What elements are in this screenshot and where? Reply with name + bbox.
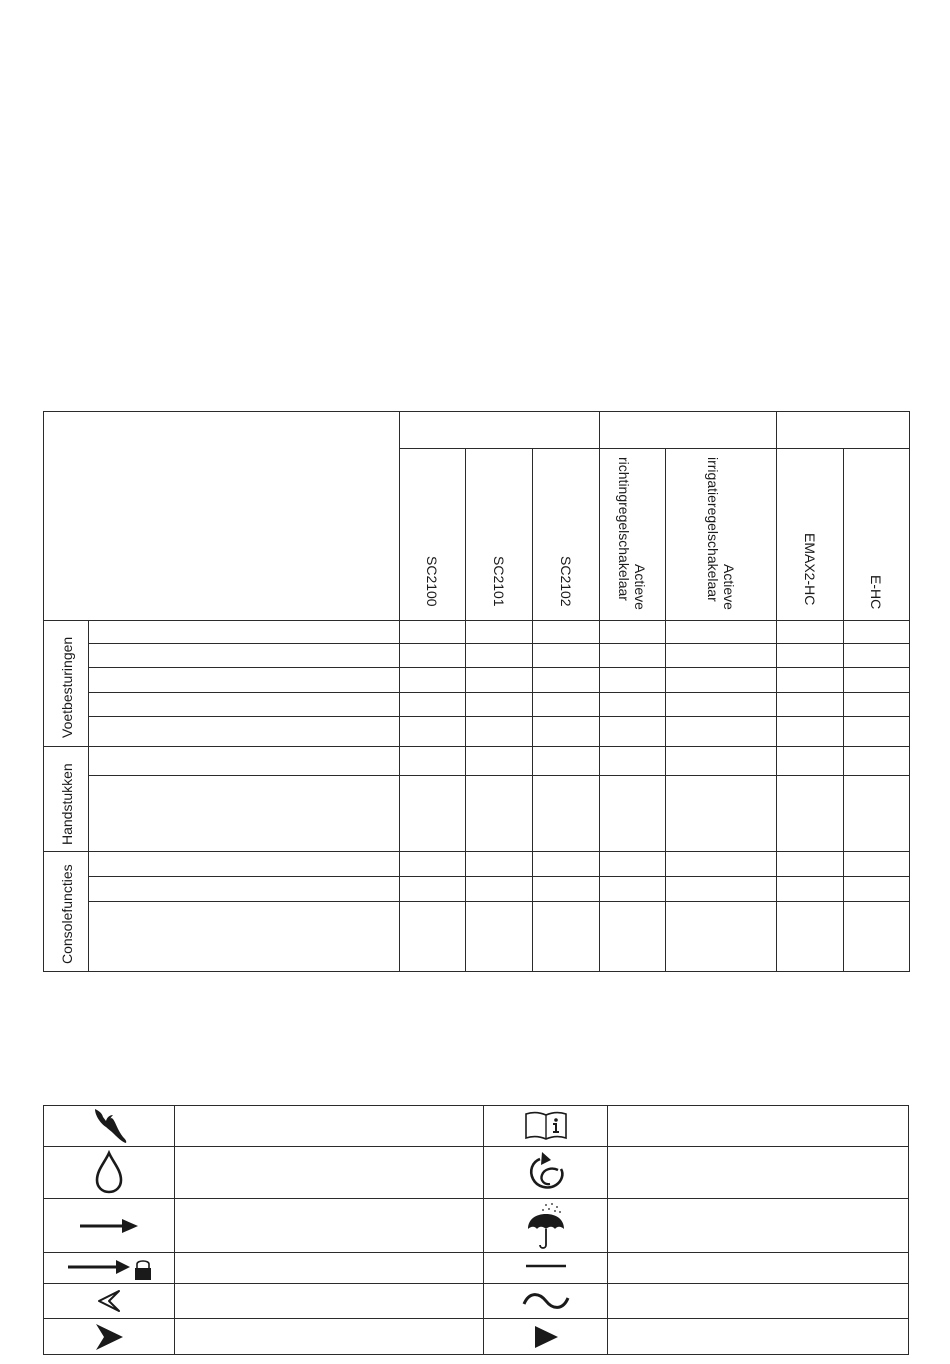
- solid-arrowhead-right-icon: [44, 1319, 174, 1354]
- column-header-sc2101: SC2101: [491, 556, 507, 607]
- row-line: [88, 716, 910, 717]
- bird-icon: [44, 1106, 174, 1146]
- col-line: [465, 448, 466, 972]
- group-line: [43, 851, 910, 852]
- row-line: [88, 775, 910, 776]
- table-border-top: [43, 411, 910, 412]
- column-header-sc2102: SC2102: [558, 556, 574, 607]
- row-group-consolefuncties: Consolefuncties: [59, 864, 75, 964]
- column-header-sc2100: SC2100: [424, 556, 440, 607]
- col-line: [843, 448, 844, 972]
- dc-line-icon: [484, 1253, 607, 1283]
- row-line: [88, 692, 910, 693]
- ac-wave-icon: [484, 1284, 607, 1318]
- sym-border-bottom: [43, 1354, 909, 1355]
- open-arrowhead-left-icon: [44, 1284, 174, 1318]
- group-col-line: [88, 620, 89, 972]
- row-line: [88, 643, 910, 644]
- col-line: [532, 448, 533, 972]
- column-header-actieve-irrigatieregelschakelaar: Actieve irrigatieregelschakelaar: [705, 457, 737, 610]
- row-group-handstukken: Handstukken: [59, 763, 75, 845]
- long-arrow-icon: [44, 1199, 174, 1252]
- arrow-lock-icon: [44, 1253, 174, 1283]
- row-line: [88, 876, 910, 877]
- column-header-emax2-hc: EMAX2-HC: [802, 533, 818, 606]
- water-drop-icon: [44, 1147, 174, 1198]
- header-bottom-line: [43, 620, 910, 621]
- column-header-e-hc: E-HC: [868, 575, 884, 610]
- book-info-icon: [484, 1106, 607, 1146]
- header-group-line: [399, 448, 910, 449]
- row-line: [88, 667, 910, 668]
- col-line: [665, 448, 666, 972]
- row-line: [88, 901, 910, 902]
- play-triangle-icon: [484, 1319, 607, 1354]
- table-border-left: [43, 411, 44, 972]
- column-header-actieve-richtingregelschakelaar: Actieve richtingregelschakelaar: [616, 457, 648, 610]
- cycle-arrow-icon: [484, 1147, 607, 1198]
- table-border-bottom: [43, 971, 910, 972]
- umbrella-rain-icon: [484, 1199, 607, 1252]
- group-line: [43, 746, 910, 747]
- row-group-voetbesturingen: Voetbesturingen: [59, 636, 75, 738]
